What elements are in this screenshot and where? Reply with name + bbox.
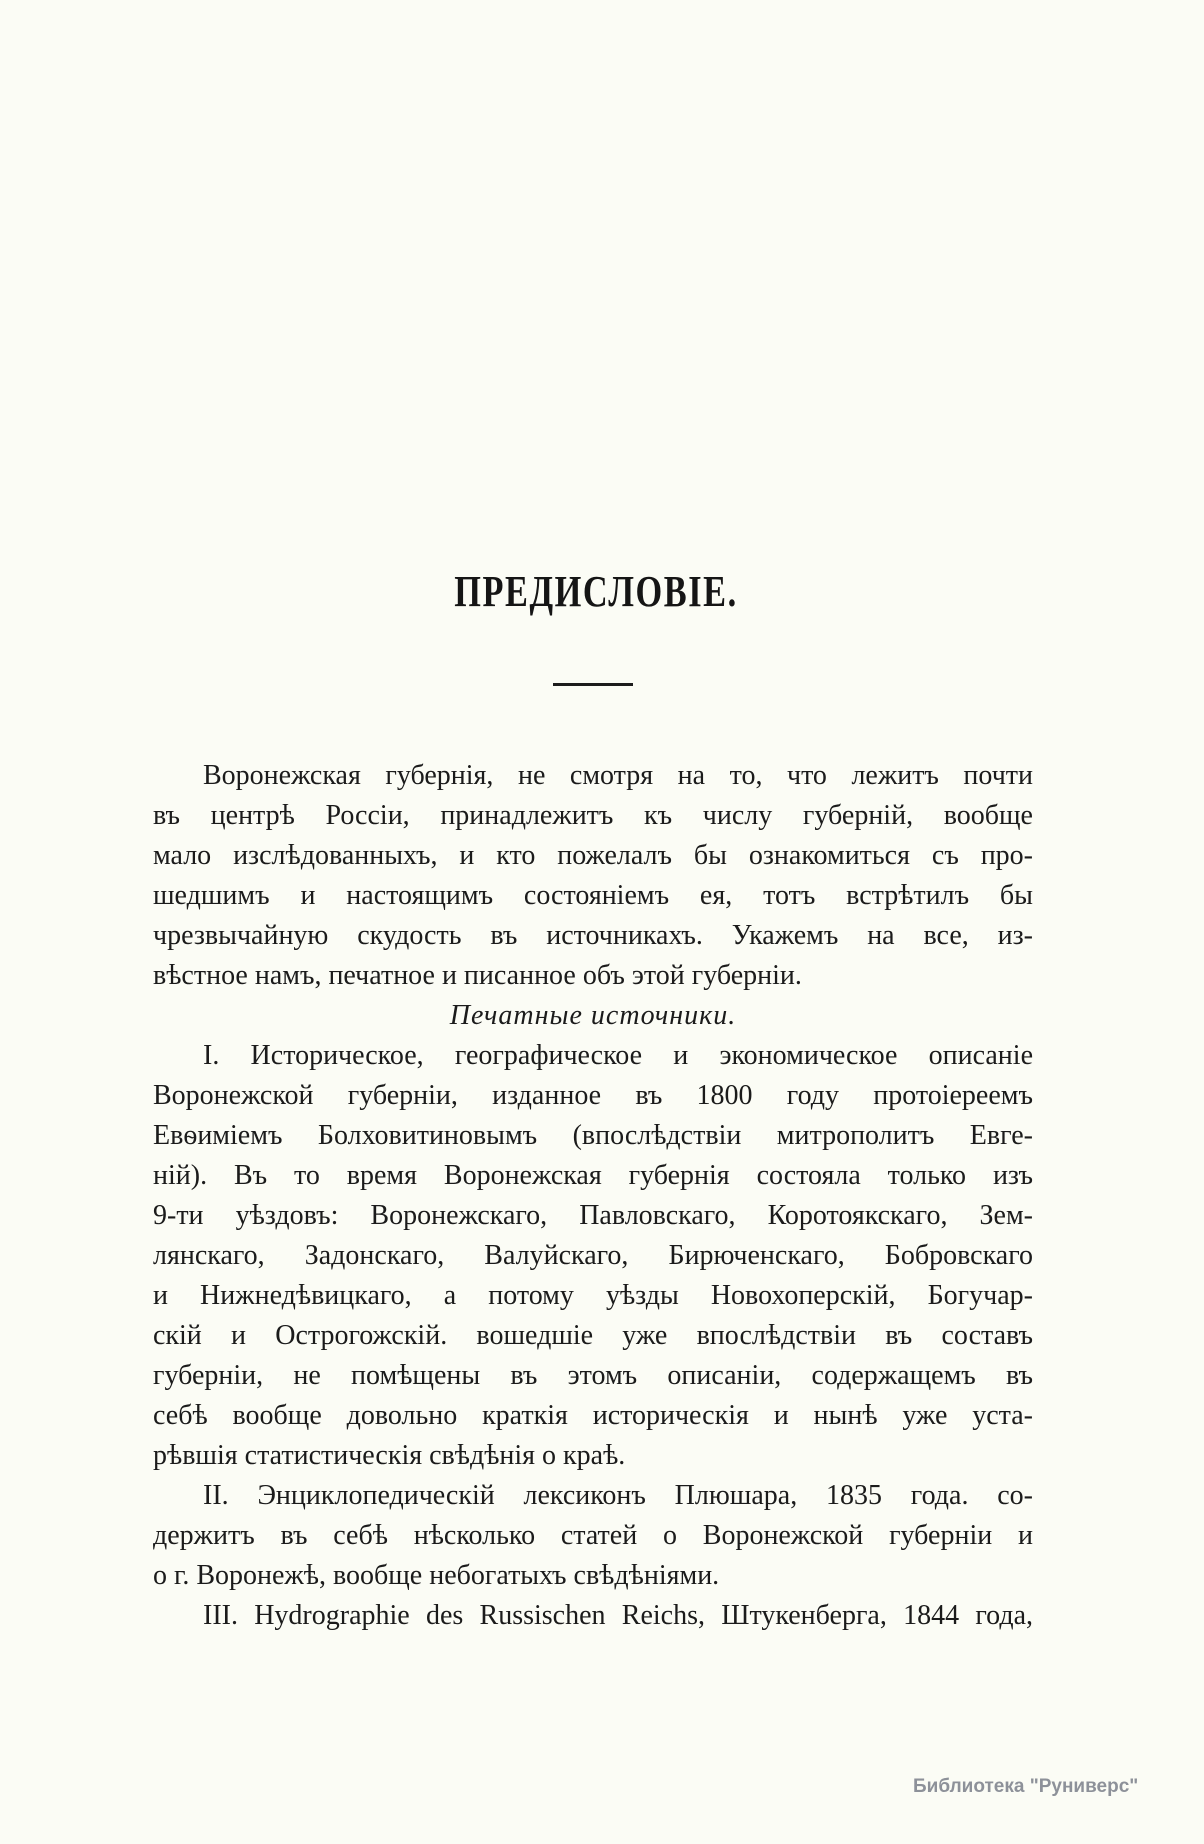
source-item-1 <box>153 1036 1033 1476</box>
text-line: 9-ти уѣздовъ: Воронежскаго, Павловскаго, Коротоякскаго, Зем- <box>153 1200 1033 1231</box>
title-divider-rule <box>553 683 633 686</box>
section-heading-printed-sources: Печатные источники. <box>449 1000 737 1031</box>
text-line: себѣ вообще довольно краткія историческія и нынѣ уже уста- <box>153 1400 1033 1431</box>
body-text-block <box>153 756 1033 1636</box>
text-line: Воронежская губернія, не смотря на то, что лежитъ почти <box>203 760 1033 791</box>
intro-paragraph <box>153 756 1033 996</box>
source-item-2 <box>153 1476 1033 1596</box>
page-title: ПРЕДИСЛОВІЕ. <box>454 567 738 616</box>
text-line: Евѳиміемъ Болховитиновымъ (впослѣдствіи митрополитъ Евге- <box>153 1120 1033 1151</box>
text-line: и Нижнедѣвицкаго, а потому уѣзды Новохоперскій, Богучар- <box>153 1280 1033 1311</box>
text-line: о г. Воронежѣ, вообще небогатыхъ свѣдѣніями. <box>153 1560 720 1591</box>
text-line: губерніи, не помѣщены въ этомъ описаніи, содержащемъ въ <box>153 1360 1033 1391</box>
text-line: чрезвычайную скудость въ источникахъ. Укажемъ на все, из- <box>153 920 1033 951</box>
text-line: Воронежской губерніи, изданное въ 1800 году протоіереемъ <box>153 1080 1033 1111</box>
text-line: III. Hydrographie des Russischen Reichs, Штукенберга, 1844 года, <box>203 1600 1033 1631</box>
text-line: скій и Острогожскій. вошедшіе уже впослѣдствіи въ составъ <box>153 1320 1033 1351</box>
text-line: мало изслѣдованныхъ, и кто пожелалъ бы ознакомиться съ про- <box>153 840 1033 871</box>
text-line: держитъ въ себѣ нѣсколько статей о Воронежской губерніи и <box>153 1520 1033 1551</box>
source-item-3 <box>153 1596 1033 1636</box>
text-line: I. Историческое, географическое и экономическое описаніе <box>203 1040 1033 1071</box>
text-line: II. Энциклопедическій лексиконъ Плюшара, 1835 года. со- <box>203 1480 1033 1511</box>
text-line: лянскаго, Задонскаго, Валуйскаго, Бирюченскаго, Бобровскаго <box>153 1240 1033 1271</box>
text-line: вѣстное намъ, печатное и писанное объ этой губерніи. <box>153 960 802 991</box>
text-line: въ центрѣ Россіи, принадлежитъ къ числу губерній, вообще <box>153 800 1033 831</box>
library-watermark: Библиотека "Руниверс" <box>913 1776 1139 1797</box>
text-line: ній). Въ то время Воронежская губернія состояла только изъ <box>153 1160 1033 1191</box>
text-line: шедшимъ и настоящимъ состояніемъ ея, тотъ встрѣтилъ бы <box>153 880 1033 911</box>
text-line: рѣвшія статистическія свѣдѣнія о краѣ. <box>153 1440 626 1471</box>
